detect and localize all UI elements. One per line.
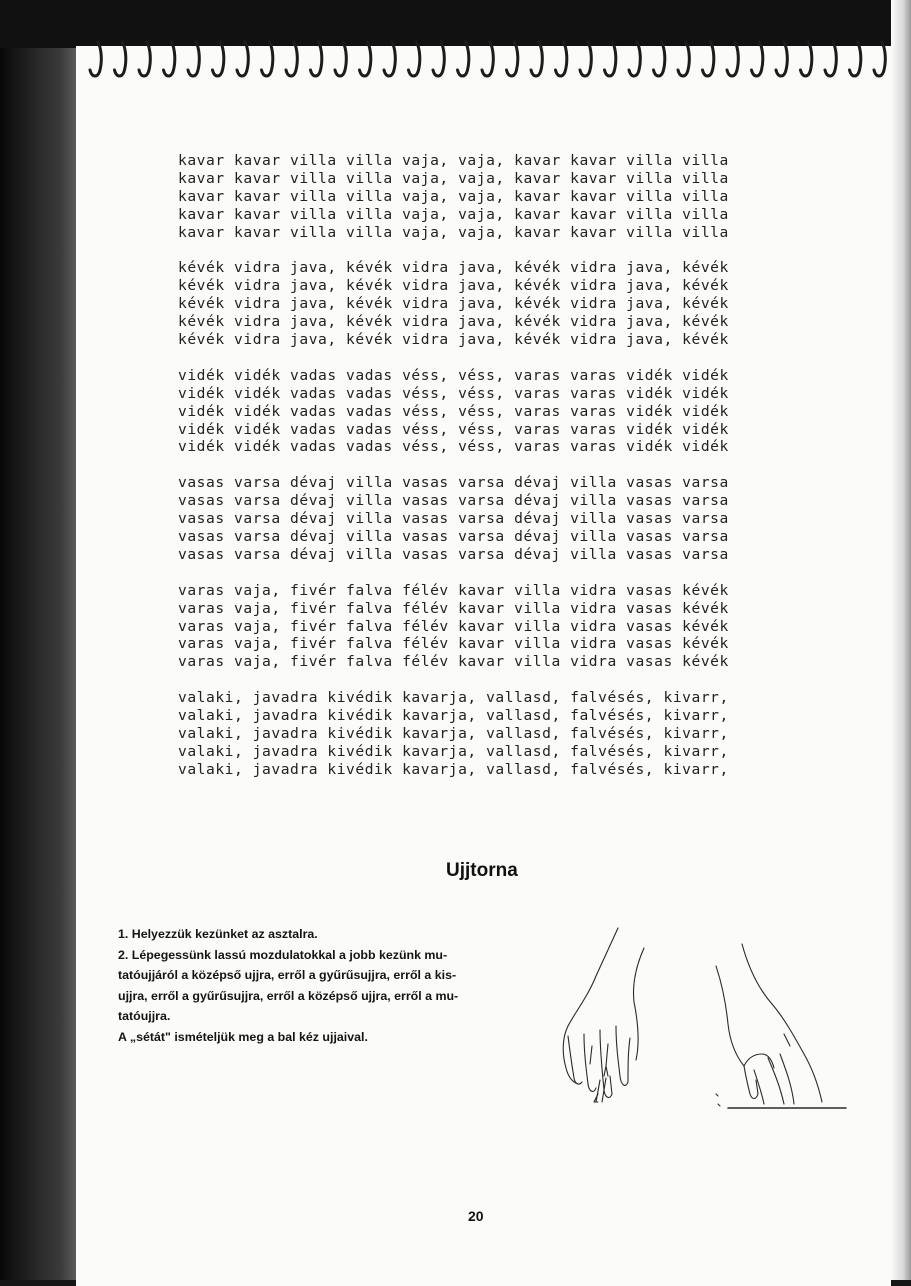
spiral-ring <box>360 42 371 76</box>
spiral-ring <box>850 42 861 76</box>
spiral-ring <box>776 42 787 76</box>
spiral-ring <box>531 42 542 76</box>
spiral-ring <box>188 42 199 76</box>
spiral-ring <box>678 42 689 76</box>
drill-line: kévék vidra java, kévék vidra java, kévék vidra java, kévék <box>178 331 729 349</box>
spiral-ring <box>115 42 126 76</box>
drill-line: valaki, javadra kivédik kavarja, vallasd, falvésés, kivarr, <box>178 760 729 778</box>
drill-line: vasas varsa dévaj villa vasas varsa dévaj villa vasas varsa <box>178 492 729 510</box>
instruction-line: A „sétát" ismételjük meg a bal kéz ujjaival. <box>118 1029 368 1044</box>
spiral-ring <box>825 42 836 76</box>
drill-line: vasas varsa dévaj villa vasas varsa dévaj villa vasas varsa <box>178 510 729 528</box>
spiral-ring <box>384 42 395 76</box>
drill-line: vasas varsa dévaj villa vasas varsa dévaj villa vasas varsa <box>178 545 729 563</box>
spiral-ring <box>654 42 665 76</box>
spiral-ring <box>629 42 640 76</box>
spiral-ring <box>286 42 297 76</box>
spiral-ring <box>90 42 101 76</box>
drill-line: varas vaja, fivér falva félév kavar villa vidra vasas kévék <box>178 617 729 635</box>
drill-line: kévék vidra java, kévék vidra java, kévék vidra java, kévék <box>178 313 729 331</box>
drill-line: varas vaja, fivér falva félév kavar villa vidra vasas kévék <box>178 635 729 653</box>
instruction-line: 2. Lépegessünk lassú mozdulatokkal a jobb kezünk mu- <box>118 947 448 962</box>
drill-line: valaki, javadra kivédik kavarja, vallasd, falvésés, kivarr, <box>178 742 729 760</box>
drill-line: kavar kavar villa villa vaja, vaja, kavar kavar villa villa <box>178 169 729 187</box>
hands-finger-walking-illustration-icon <box>548 926 850 1120</box>
drill-line: vidék vidék vadas vadas véss, véss, varas varas vidék vidék <box>178 366 729 384</box>
exercise-instructions <box>118 924 558 1047</box>
drill-block-valaki <box>178 689 838 778</box>
page-number: 20 <box>468 1208 484 1224</box>
spiral-ring <box>237 42 248 76</box>
drill-block-videk <box>178 367 838 456</box>
instruction-line: tatóujjra. <box>118 1009 171 1023</box>
drill-line: kavar kavar villa villa vaja, vaja, kavar kavar villa villa <box>178 205 729 223</box>
spiral-ring <box>409 42 420 76</box>
page-right-edge <box>891 0 911 1280</box>
spiral-ring <box>311 42 322 76</box>
spiral-ring <box>507 42 518 76</box>
spiral-ring <box>262 42 273 76</box>
spiral-ring <box>335 42 346 76</box>
drill-line: vidék vidék vadas vadas véss, véss, varas varas vidék vidék <box>178 420 729 438</box>
spiral-ring <box>580 42 591 76</box>
spiral-ring <box>482 42 493 76</box>
drill-line: vasas varsa dévaj villa vasas varsa dévaj villa vasas varsa <box>178 474 729 492</box>
drill-line: valaki, javadra kivédik kavarja, vallasd, falvésés, kivarr, <box>178 725 729 743</box>
spiral-ring <box>874 42 885 76</box>
drill-block-vasas <box>178 474 838 563</box>
spiral-binding-icon <box>86 36 896 90</box>
spiral-ring <box>605 42 616 76</box>
drill-line: vidék vidék vadas vadas véss, véss, varas varas vidék vidék <box>178 438 729 456</box>
drill-line: vasas varsa dévaj villa vasas varsa dévaj villa vasas varsa <box>178 528 729 546</box>
drill-line: kévék vidra java, kévék vidra java, kévék vidra java, kévék <box>178 277 729 295</box>
spiral-ring <box>213 42 224 76</box>
typing-drill <box>178 152 838 797</box>
drill-line: valaki, javadra kivédik kavarja, vallasd, falvésés, kivarr, <box>178 689 729 707</box>
spiral-ring <box>752 42 763 76</box>
spiral-ring <box>433 42 444 76</box>
drill-line: vidék vidék vadas vadas véss, véss, varas varas vidék vidék <box>178 384 729 402</box>
spiral-ring <box>801 42 812 76</box>
instruction-line: 1. Helyezzük kezünket az asztalra. <box>118 927 318 941</box>
spiral-ring <box>703 42 714 76</box>
drill-line: valaki, javadra kivédik kavarja, vallasd, falvésés, kivarr, <box>178 707 729 725</box>
spiral-ring <box>164 42 175 76</box>
spiral-ring <box>458 42 469 76</box>
drill-line: varas vaja, fivér falva félév kavar villa vidra vasas kévék <box>178 653 729 671</box>
drill-line: kévék vidra java, kévék vidra java, kévék vidra java, kévék <box>178 259 729 277</box>
drill-line: kavar kavar villa villa vaja, vaja, kavar kavar villa villa <box>178 187 729 205</box>
drill-block-kevek <box>178 259 838 348</box>
drill-block-kavar <box>178 152 838 241</box>
spiral-ring <box>727 42 738 76</box>
drill-line: varas vaja, fivér falva félév kavar villa vidra vasas kévék <box>178 599 729 617</box>
spiral-ring <box>139 42 150 76</box>
drill-block-varas <box>178 582 838 671</box>
exercise-title: Ujjtorna <box>446 860 518 881</box>
drill-line: kavar kavar villa villa vaja, vaja, kavar kavar villa villa <box>178 223 729 241</box>
binding-shadow <box>0 0 76 1280</box>
drill-line: kévék vidra java, kévék vidra java, kévék vidra java, kévék <box>178 295 729 313</box>
drill-line: varas vaja, fivér falva félév kavar villa vidra vasas kévék <box>178 581 729 599</box>
drill-line: vidék vidék vadas vadas véss, véss, varas varas vidék vidék <box>178 402 729 420</box>
drill-line: kavar kavar villa villa vaja, vaja, kavar kavar villa villa <box>178 152 729 169</box>
instruction-line: ujjra, erről a gyűrűsujjra, erről a középső ujjra, erről a mu- <box>118 988 459 1003</box>
instruction-line: tatóujjáról a középső ujjra, erről a gyűrűsujjra, erről a kis- <box>118 968 457 982</box>
spiral-ring <box>556 42 567 76</box>
